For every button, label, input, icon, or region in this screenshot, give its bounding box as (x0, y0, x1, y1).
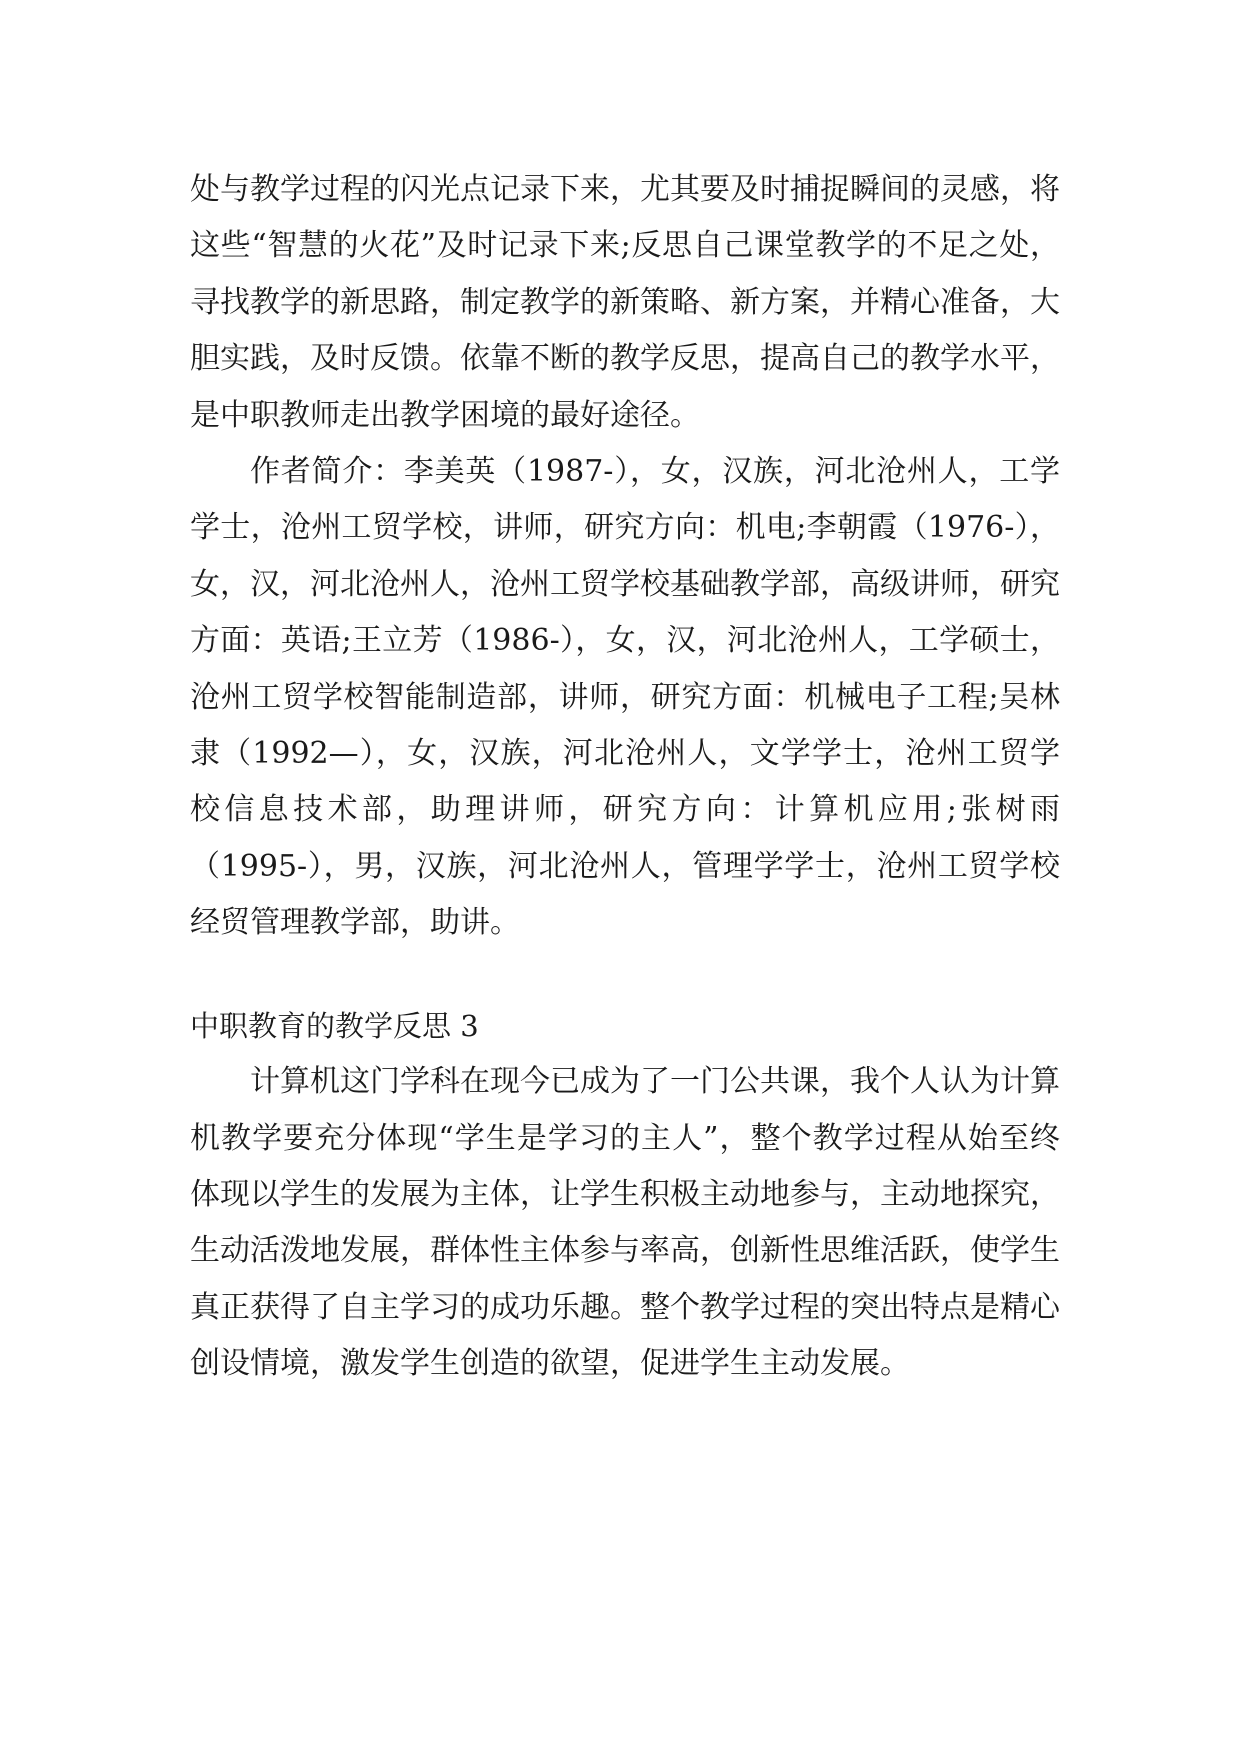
section-body-paragraph: 计算机这门学科在现今已成为了一门公共课，我个人认为计算机教学要充分体现“学生是学习的主人”，整个教学过程从始至终体现以学生的发展为主体，让学生积极主动地参与，主动地探究，生动活泼地发展，群体性主体参与率高，创新性思维活跃，使学生真正获得了自主学习的成功乐趣。整个教学过程的突出特点是精心创设情境，激发学生创造的欲望，促进学生主动发展。 (190, 1064, 1060, 1382)
author-bio-paragraph: 作者简介：李美英（1987-），女，汉族，河北沧州人，工学学士，沧州工贸学校，讲师，研究方向：机电;李朝霞（1976-），女，汉，河北沧州人，沧州工贸学校基础教学部，高级讲师，研究方面：英语;王立芳（1986-），女，汉，河北沧州人，工学硕士，沧州工贸学校智能制造部，讲师，研究方面：机械电子工程;吴林隶（1992—），女，汉族，河北沧州人，文学学士，沧州工贸学校信息技术部，助理讲师，研究方向：计算机应用;张树雨（1995-），男，汉族，河北沧州人，管理学学士，沧州工贸学校经贸管理教学部，助讲。 (190, 454, 1060, 941)
section-title: 中职教育的教学反思 3 (190, 1008, 479, 1043)
paragraph-continued: 处与教学过程的闪光点记录下来，尤其要及时捕捉瞬间的灵感，将这些“智慧的火花”及时记录下来;反思自己课堂教学的不足之处，寻找教学的新思路，制定教学的新策略、新方案，并精心准备，大胆实践，及时反馈。依靠不断的教学反思，提高自己的教学水平，是中职教师走出教学困境的最好途径。 (190, 172, 1060, 433)
document-body (190, 162, 1060, 1393)
